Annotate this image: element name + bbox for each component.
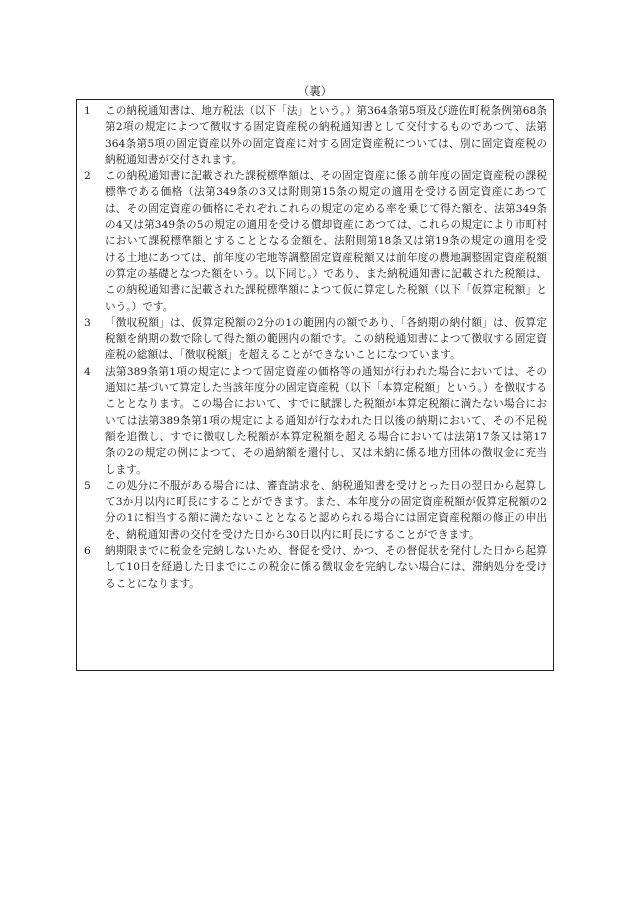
notice-box <box>76 99 554 671</box>
item-number: 4 <box>84 365 91 378</box>
item-number: 6 <box>84 545 91 558</box>
notice-item-3 <box>83 315 547 364</box>
item-text: 納期限までに税金を完納しないため、督促を受け、かつ、その督促状を発付した日から起算して10日を経過した日までにこの税金に係る徴収金を完納しない場合には、滞納処分を受けることになります。 <box>105 545 547 590</box>
item-number: 2 <box>84 170 91 183</box>
item-number: 1 <box>84 105 91 117</box>
item-text: 法第389条第1項の規定によつて固定資産の価格等の通知が行われた場合においては、その通知に基づいて算定した当該年度分の固定資産税（以下「本算定税額」という。）を徴収することとなります。この場合において、すでに賦課した税額が本算定税額に満たない場合においては法第389条第1項の規定による通知が行なわれた日以後の納期において、その不足税額を追徴し、すでに徴収した税額が本算定税額を超える場合においては法第17条又は第17条の2の規定の例によつて、その過納額を還付し、又は未納に係る地方団体の徴収金に充当します。 <box>105 365 547 476</box>
page-heading: （裏） <box>297 84 333 98</box>
notice-item-6 <box>83 543 547 592</box>
item-text: この納税通知書は、地方税法（以下「法」という。）第364条第5項及び遊佐町税条例第68条第2項の規定によつて徴収する固定資産税の納税通知書として交付するものであつて、法第364条第5項の固定資産以外の固定資産に対する固定資産税については、別に固定資産税の納税通知書が交付されます。 <box>105 105 547 166</box>
notice-item-2 <box>83 168 547 315</box>
item-number: 5 <box>84 479 91 492</box>
notice-item-5 <box>83 478 547 543</box>
item-text: 「徴収税額」は、仮算定税額の2分の1の範囲内の額であり、「各納期の納付額」は、仮算定税額を納期の数で除して得た額の範囲内の額です。この納税通知書によつて徴収する固定資産税の総額は、「徴収税額」を超えることができないことになつています。 <box>105 316 547 362</box>
item-text: この処分に不服がある場合には、審査請求を、納税通知書を受けとった日の翌日から起算して3か月以内に町長にすることができます。また、本年度分の固定資産税額が仮算定税額の2分の1に相当する額に満たないこととなると認められる場合には固定資産税額の修正の申出を、納税通知書の交付を受けた日から30日以内に町長にすることができます。 <box>105 479 547 541</box>
notice-item-1 <box>83 103 547 168</box>
item-text: この納税通知書に記載された課税標準額は、その固定資産に係る前年度の固定資産税の課税標準である価格（法第349条の3又は附則第15条の規定の適用を受ける固定資産にあつては、その固定資産の価格にそれぞれこれらの規定の定める率を乗じて得た額を、法第349条の4又は第349条の5の規定の適用を受ける償却資産にあつては、これらの規定により市町村において課税標準額とすることとなる金額を、法附則第18条又は第19条の規定の適用を受ける土地にあつては、前年度の宅地等調整固定資産税額又は前年度の農地調整固定資産税額の算定の基礎となつた額をいう。以下同じ。）であり、また納税通知書に記載された税額は、この納税通知書に記載された課税標準額によつて仮に算定した税額（以下「仮算定税額」という。）です。 <box>105 170 547 313</box>
notice-item-4 <box>83 364 547 478</box>
item-number: 3 <box>84 316 91 329</box>
